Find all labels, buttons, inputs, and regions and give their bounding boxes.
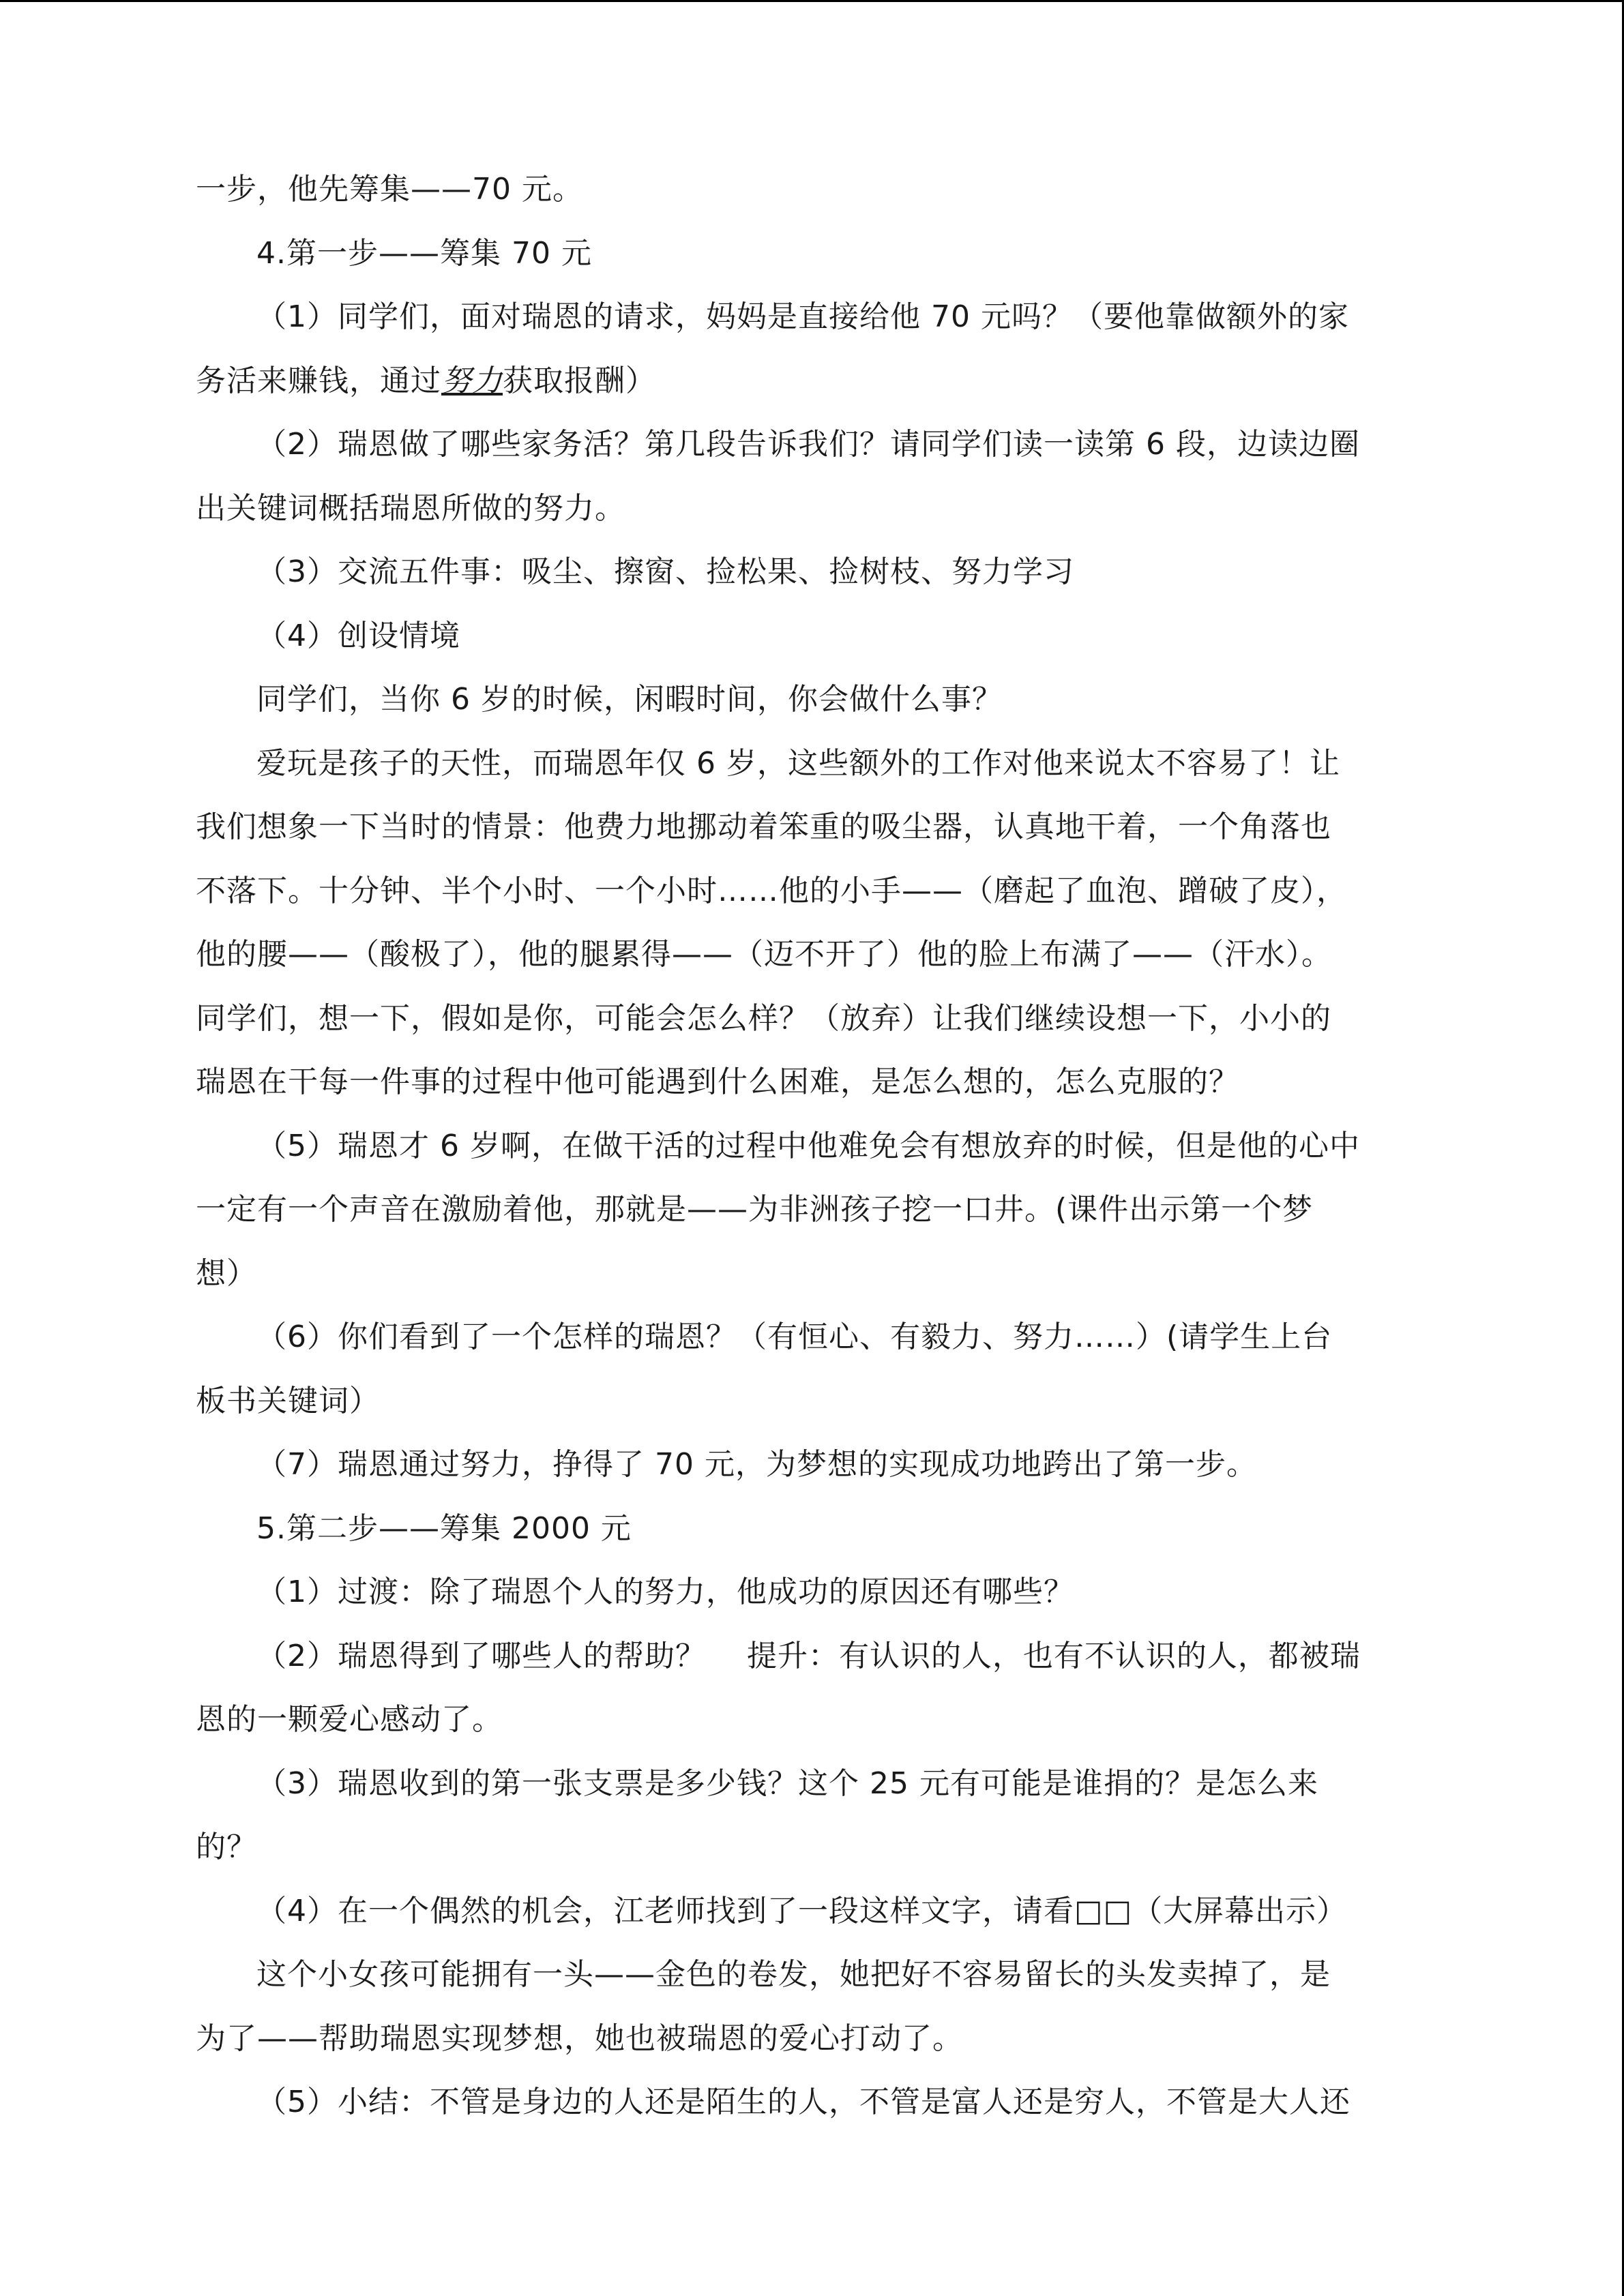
text-line: （3）交流五件事：吸尘、擦窗、捡松果、捡树枝、努力学习 bbox=[256, 554, 1074, 589]
text-line: 同学们，想一下，假如是你，可能会怎么样？（放弃）让我们继续设想一下，小小的 bbox=[196, 1000, 1331, 1036]
text-line: 不落下。十分钟、半个小时、一个小时……他的小手——（磨起了血泡、蹭破了皮）， bbox=[196, 873, 1347, 908]
text-line bbox=[196, 349, 1438, 413]
text-line: 他的腰——（酸极了），他的腿累得——（迈不开了）他的脸上布满了——（汗水）。 bbox=[196, 937, 1332, 972]
underlined-word: 努力 bbox=[441, 363, 503, 398]
text-span: 获取报酬） bbox=[503, 363, 656, 398]
text-line: 为了——帮助瑞恩实现梦想，她也被瑞恩的爱心打动了。 bbox=[196, 2021, 963, 2056]
text-line: 同学们，当你 6 岁的时候，闲暇时间，你会做什么事？ bbox=[256, 682, 1003, 717]
text-line: 恩的一颗爱心感动了。 bbox=[196, 1702, 503, 1737]
text-line: 想） bbox=[196, 1255, 257, 1291]
text-span: 务活来赚钱，通过 bbox=[196, 363, 441, 398]
text-line: 我们想象一下当时的情景：他费力地挪动着笨重的吸尘器，认真地干着，一个角落也 bbox=[196, 809, 1331, 844]
text-line: 板书关键词） bbox=[196, 1383, 380, 1418]
document-body bbox=[196, 158, 1438, 2134]
text-line: （4）创设情境 bbox=[256, 618, 460, 653]
text-line: （6）你们看到了一个怎样的瑞恩？（有恒心、有毅力、努力……）(请学生上台 bbox=[256, 1320, 1333, 1354]
text-line: 一步，他先筹集——70 元。 bbox=[196, 172, 583, 207]
section-heading: 4.第一步——筹集 70 元 bbox=[256, 235, 592, 271]
text-line: 这个小女孩可能拥有一头——金色的卷发，她把好不容易留长的头发卖掉了，是 bbox=[256, 1957, 1331, 1992]
text-line: 爱玩是孩子的天性，而瑞恩年仅 6 岁，这些额外的工作对他来说太不容易了！让 bbox=[256, 745, 1340, 781]
text-line: （1）过渡：除了瑞恩个人的努力，他成功的原因还有哪些？ bbox=[256, 1575, 1074, 1609]
text-line: （2）瑞恩做了哪些家务活？第几段告诉我们？请同学们读一读第 6 段，边读边圈 bbox=[256, 427, 1360, 462]
text-line: 出关键词概括瑞恩所做的努力。 bbox=[196, 490, 625, 526]
text-line: （3）瑞恩收到的第一张支票是多少钱？这个 25 元有可能是谁捐的？是怎么来 bbox=[256, 1765, 1318, 1801]
text-line: 的？ bbox=[196, 1830, 257, 1864]
text-line: （5）瑞恩才 6 岁啊，在做干活的过程中他难免会有想放弃的时候，但是他的心中 bbox=[256, 1128, 1360, 1163]
text-line: （7）瑞恩通过努力，挣得了 70 元，为梦想的实现成功地跨出了第一步。 bbox=[256, 1447, 1257, 1482]
section-heading: 5.第二步——筹集 2000 元 bbox=[256, 1510, 632, 1546]
text-line: （1）同学们，面对瑞恩的请求，妈妈是直接给他 70 元吗？（要他靠做额外的家 bbox=[256, 299, 1349, 334]
text-line: 瑞恩在干每一件事的过程中他可能遇到什么困难，是怎么想的，怎么克服的？ bbox=[196, 1064, 1239, 1099]
text-line: （2）瑞恩得到了哪些人的帮助？ 提升：有认识的人，也有不认识的人，都被瑞 bbox=[256, 1638, 1361, 1673]
text-line: （4）在一个偶然的机会，江老师找到了一段这样文字，请看□□（大屏幕出示） bbox=[256, 1893, 1348, 1928]
text-line: 一定有一个声音在激励着他，那就是——为非洲孩子挖一口井。(课件出示第一个梦 bbox=[196, 1192, 1314, 1227]
text-line: （5）小结：不管是身边的人还是陌生的人，不管是富人还是穷人，不管是大人还 bbox=[256, 2085, 1350, 2119]
